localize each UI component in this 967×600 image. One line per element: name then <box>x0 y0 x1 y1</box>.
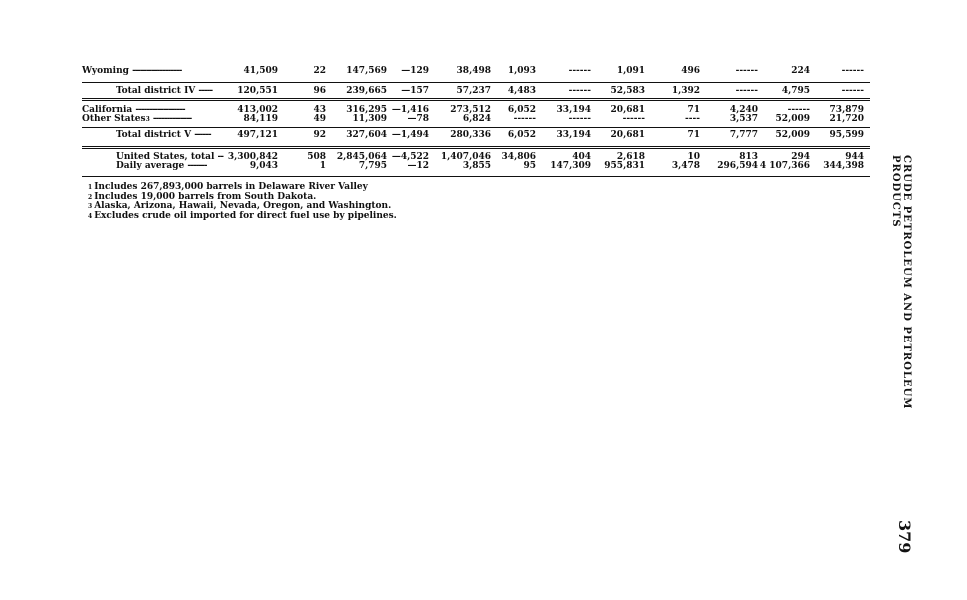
row-label <box>116 161 207 172</box>
table-double-rule <box>82 98 870 101</box>
table-cell: 147,309 <box>550 161 591 171</box>
table-cell: 1 <box>319 161 326 171</box>
table-cell: 43 <box>313 105 326 115</box>
footnote-number: 1 <box>88 184 93 191</box>
table-cell: 20,681 <box>610 130 645 140</box>
table-cell: 96 <box>313 86 326 96</box>
table-cell: ---- <box>685 114 700 124</box>
table-rule <box>82 127 870 128</box>
table-cell: 71 <box>687 105 700 115</box>
page-number: 379 <box>895 520 914 554</box>
table-cell: ------ <box>841 66 864 76</box>
table-cell: 1,091 <box>616 66 645 76</box>
table-cell: 1,407,046 <box>440 152 491 162</box>
table-cell: 3,478 <box>671 161 700 171</box>
table-cell: 52,009 <box>775 114 810 124</box>
row-label-text: Total district IV <box>116 86 196 96</box>
table-cell: 20,681 <box>610 105 645 115</box>
table-cell: ------ <box>735 66 758 76</box>
table-cell: 95 <box>523 161 536 171</box>
table-cell: —129 <box>401 66 429 76</box>
leader-dots: ------ <box>194 130 211 140</box>
table-cell: 7,795 <box>358 161 387 171</box>
table-cell: 955,831 <box>604 161 645 171</box>
table-cell: 4,483 <box>507 86 536 96</box>
footnote-number: 3 <box>88 203 93 210</box>
table-cell: 6,052 <box>507 105 536 115</box>
table-row <box>82 86 870 97</box>
row-label <box>116 130 211 141</box>
table-cell: —157 <box>401 86 429 96</box>
table-cell: 7,777 <box>729 130 758 140</box>
table-cell: 4,240 <box>729 105 758 115</box>
table-cell: 3,300,842 <box>227 152 278 162</box>
table-cell: ------ <box>841 86 864 96</box>
table-cell: 294 <box>791 152 810 162</box>
footnote-text: Includes 267,893,000 barrels in Delaware River Valley <box>94 182 368 192</box>
row-label <box>116 86 212 97</box>
table-cell: 280,336 <box>450 130 491 140</box>
table-cell: 9,043 <box>249 161 278 171</box>
table-cell: 813 <box>739 152 758 162</box>
leader-dots: -- <box>217 152 224 162</box>
table-cell: 4,795 <box>781 86 810 96</box>
table-cell: 147,569 <box>346 66 387 76</box>
leader-dots: ----- <box>198 86 213 96</box>
table-row <box>82 66 870 77</box>
table-cell: 52,009 <box>775 130 810 140</box>
table-cell: ------ <box>735 86 758 96</box>
table-cell: 296,594 <box>717 161 758 171</box>
running-title: CRUDE PETROLEUM AND PETROLEUM PRODUCTS <box>890 155 912 410</box>
table-rule <box>82 176 870 177</box>
row-label-text: Wyoming <box>82 66 129 76</box>
table-cell: 3,855 <box>462 161 491 171</box>
table-cell: 344,398 <box>823 161 864 171</box>
footnote-text: Excludes crude oil imported for direct fuel use by pipelines. <box>94 210 397 221</box>
table-cell: 22 <box>313 66 326 76</box>
table-cell: 6,052 <box>507 130 536 140</box>
table-cell: 92 <box>313 130 326 140</box>
row-label-text: Daily average <box>116 161 185 171</box>
table-cell: —4,522 <box>391 152 429 162</box>
footnote-text: Alaska, Arizona, Hawaii, Nevada, Oregon, and Washington. <box>94 201 392 211</box>
table-cell: 4 107,366 <box>759 161 810 171</box>
table-cell: 404 <box>572 152 591 162</box>
table-cell: 33,194 <box>556 105 591 115</box>
table-cell: 11,309 <box>352 114 387 124</box>
row-label-text: California <box>82 105 133 115</box>
footnote-number: 4 <box>88 212 93 220</box>
table-cell: 120,551 <box>237 86 278 96</box>
table-cell: 41,509 <box>243 66 278 76</box>
table-cell: ------ <box>622 114 645 124</box>
table-cell: 71 <box>687 130 700 140</box>
table-row <box>82 114 870 125</box>
table-cell: 944 <box>845 152 864 162</box>
row-label-text: Other States <box>82 114 146 124</box>
table-cell: 224 <box>791 66 810 76</box>
table-cell: 496 <box>681 66 700 76</box>
row-label-text: United States, total <box>116 152 215 162</box>
table-cell: 3,537 <box>729 114 758 124</box>
table-cell: 413,002 <box>237 105 278 115</box>
table-cell: 2,845,064 <box>336 152 387 162</box>
row-label <box>82 114 191 125</box>
table-cell: ------ <box>568 66 591 76</box>
table-cell: —12 <box>407 161 429 171</box>
table-cell: 316,295 <box>346 105 387 115</box>
table-cell: ------ <box>513 114 536 124</box>
table-cell: 49 <box>313 114 326 124</box>
leader-dots: ------------------ <box>132 66 182 76</box>
table-cell: 327,604 <box>346 130 387 140</box>
table-cell: —78 <box>407 114 429 124</box>
table-cell: 95,599 <box>829 130 864 140</box>
row-label <box>82 66 181 77</box>
footnote-number: 2 <box>88 193 93 201</box>
table-row <box>82 161 870 172</box>
table-cell: 73,879 <box>829 105 864 115</box>
footnote <box>88 212 397 222</box>
table-cell: 1,392 <box>671 86 700 96</box>
table-cell: 497,121 <box>237 130 278 140</box>
table-cell: 84,119 <box>243 114 278 124</box>
table-cell: 273,512 <box>450 105 491 115</box>
table-double-rule <box>82 146 870 149</box>
footnotes <box>88 183 397 221</box>
table-cell: —1,494 <box>391 130 429 140</box>
leader-dots: ------------------ <box>135 105 185 115</box>
row-label-text: Total district V <box>116 130 192 140</box>
footnote-ref: 3 <box>145 116 150 123</box>
table-cell: ------ <box>568 86 591 96</box>
table-cell: 239,665 <box>346 86 387 96</box>
table-row <box>82 130 870 141</box>
table-cell: —1,416 <box>391 105 429 115</box>
table-cell: ------ <box>787 105 810 115</box>
table-cell: ------ <box>568 114 591 124</box>
leader-dots: -------------- <box>152 114 192 124</box>
table-cell: 508 <box>307 152 326 162</box>
table-cell: 57,237 <box>456 86 491 96</box>
table-cell: 38,498 <box>456 66 491 76</box>
table-cell: 34,806 <box>501 152 536 162</box>
table-cell: 10 <box>687 152 700 162</box>
table-rule <box>82 82 870 83</box>
table-cell: 33,194 <box>556 130 591 140</box>
leader-dots: ------- <box>187 161 207 171</box>
footnote-text: Includes 19,000 barrels from South Dakota. <box>94 191 317 202</box>
table-cell: 2,618 <box>616 152 645 162</box>
table-cell: 21,720 <box>829 114 864 124</box>
table-cell: 1,093 <box>507 66 536 76</box>
table-cell: 6,824 <box>462 114 491 124</box>
table-cell: 52,583 <box>610 86 645 96</box>
